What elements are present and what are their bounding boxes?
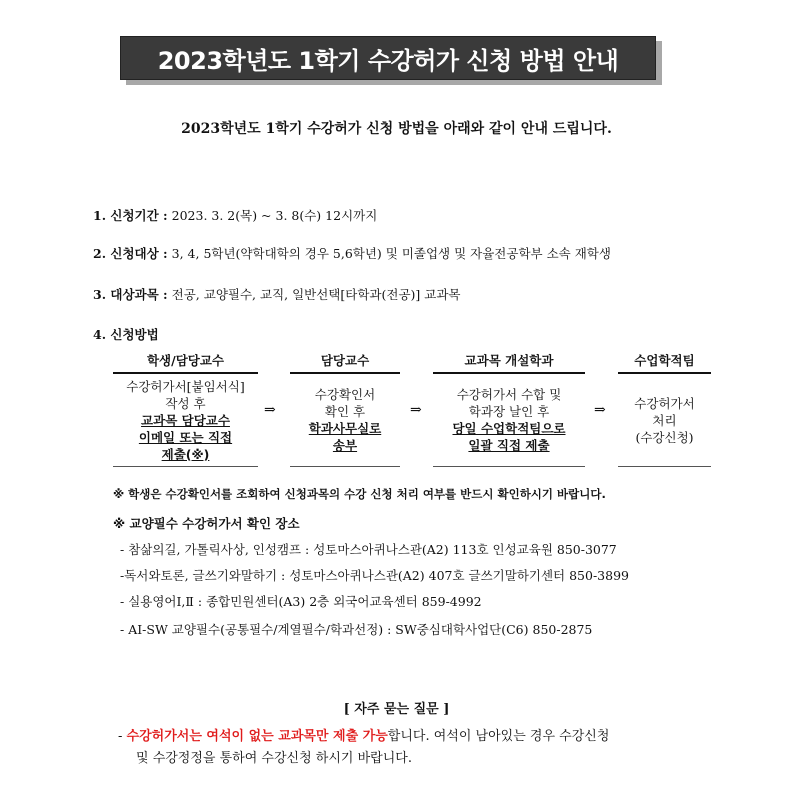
flow-step-head: 수업학적팀 — [618, 352, 711, 374]
flow-line: 수강허가서 — [634, 395, 695, 411]
title-banner — [120, 36, 656, 80]
flow-line: 수강허가서[붙임서식] — [126, 378, 245, 394]
note-confirm-locations: ※ 교양필수 수강허가서 확인 장소 — [113, 516, 300, 531]
location-item: - 참삶의길, 가톨릭사상, 인성캠프 : 성토마스아퀴나스관(A2) 113호 인성교육원 850-3077 — [120, 542, 617, 557]
item-subjects — [93, 285, 460, 303]
flow-step-head: 학생/담당교수 — [113, 352, 258, 374]
flow-line-strong: 교과목 담당교수 — [141, 412, 230, 428]
flow-step-department — [433, 352, 585, 467]
item-label: 2. 신청대상 : — [93, 246, 168, 261]
flow-step-body — [433, 374, 585, 467]
flow-line: 작성 후 — [165, 395, 206, 411]
flow-line: 처리 — [652, 412, 677, 428]
flow-step-professor — [290, 352, 400, 467]
flow-line: 학과장 날인 후 — [468, 404, 550, 419]
flow-arrow-icon: ⇒ — [594, 402, 606, 418]
page-title: 2023학년도 1학기 수강허가 신청 방법 안내 — [157, 46, 619, 75]
location-item: - AI-SW 교양필수(공통필수/계열필수/학과선정) : SW중심대학사업단(C6) 850-2875 — [120, 622, 593, 637]
faq-line-1 — [118, 726, 609, 748]
process-flow — [113, 352, 711, 470]
item-method — [93, 325, 159, 343]
item-period — [93, 206, 377, 224]
flow-step-head: 교과목 개설학과 — [433, 352, 585, 374]
flow-line: 수강확인서 — [314, 387, 376, 402]
flow-arrow-icon: ⇒ — [410, 402, 422, 418]
item-text: 3, 4, 5학년(약학대학의 경우 5,6학년) 및 미졸업생 및 자율전공학부 소속 재학생 — [167, 246, 611, 261]
faq-bullet: - — [118, 729, 123, 744]
item-label: 1. 신청기간 : — [93, 208, 168, 223]
location-item: - 실용영어Ⅰ,Ⅱ : 종합민원센터(A3) 2층 외국어교육센터 859-4992 — [120, 594, 482, 609]
flow-line: (수강신청) — [635, 429, 694, 445]
flow-line-strong: 학과사무실로 — [308, 421, 382, 436]
flow-line-strong: 일괄 직접 제출 — [468, 438, 550, 453]
flow-line-strong: 송부 — [332, 438, 358, 453]
flow-step-body — [618, 374, 711, 467]
faq-title: [ 자주 묻는 질문 ] — [343, 702, 450, 717]
flow-arrow-icon: ⇒ — [264, 402, 276, 418]
note-check-status: ※ 학생은 수강확인서를 조회하여 신청과목의 수강 신청 처리 여부를 반드시 확인하시기 바랍니다. — [113, 487, 606, 501]
faq-text: 합니다. 여석이 남아있는 경우 수강신청 — [387, 729, 610, 744]
faq-line-2: 및 수강정정을 통하여 수강신청 하시기 바랍니다. — [136, 751, 412, 766]
faq-answer — [118, 726, 609, 770]
flow-line-strong: 이메일 또는 직접 — [138, 429, 233, 445]
flow-line-strong: 제출(※) — [161, 446, 210, 462]
flow-step-head: 담당교수 — [290, 352, 400, 374]
flow-step-body — [290, 374, 400, 467]
item-target — [93, 244, 611, 262]
location-item: -독서와토론, 글쓰기와말하기 : 성토마스아퀴나스관(A2) 407호 글쓰기말하기센터 850-3899 — [120, 568, 629, 583]
item-label: 3. 대상과목 : — [93, 287, 168, 302]
flow-line: 확인 후 — [324, 404, 366, 419]
intro-text: 2023학년도 1학기 수강허가 신청 방법을 아래와 같이 안내 드립니다. — [181, 121, 612, 137]
item-text: 2023. 3. 2(목) ~ 3. 8(수) 12시까지 — [167, 208, 378, 223]
flow-line: 수강허가서 수합 및 — [456, 387, 562, 402]
flow-step-student — [113, 352, 258, 467]
flow-step-body — [113, 374, 258, 467]
flow-line-strong: 당일 수업학적팀으로 — [452, 421, 566, 436]
flow-step-academic-team — [618, 352, 711, 467]
faq-highlight: 수강허가서는 여석이 없는 교과목만 제출 가능 — [126, 729, 388, 744]
item-text: 전공, 교양필수, 교직, 일반선택[타학과(전공)] 교과목 — [167, 287, 461, 302]
item-label: 4. 신청방법 — [93, 327, 159, 342]
